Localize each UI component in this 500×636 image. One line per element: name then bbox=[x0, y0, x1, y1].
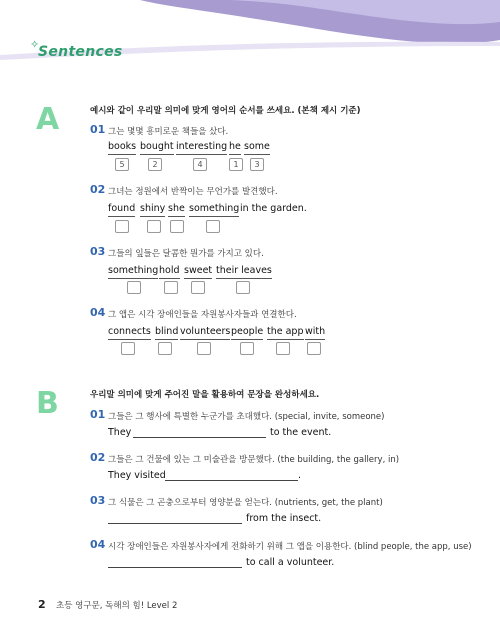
order-answer-box[interactable]: 1 bbox=[229, 158, 243, 171]
word-token: shiny bbox=[140, 203, 165, 217]
order-answer-box[interactable] bbox=[170, 220, 184, 233]
sentence-start: They bbox=[108, 427, 132, 438]
question-number: 04 bbox=[90, 538, 106, 551]
sentence-end: from the insect. bbox=[246, 513, 322, 524]
order-answer-box[interactable]: 2 bbox=[148, 158, 162, 171]
word-token: their leaves bbox=[216, 265, 272, 279]
word-token: connects bbox=[108, 326, 151, 340]
question-number: 01 bbox=[90, 123, 106, 136]
sentence-end: to call a volunteer. bbox=[246, 557, 335, 568]
word-token: sweet bbox=[184, 265, 212, 279]
order-answer-box[interactable] bbox=[158, 342, 172, 355]
section-a-letter: A bbox=[36, 102, 60, 137]
word-token: interesting bbox=[176, 141, 227, 155]
order-answer-box[interactable] bbox=[121, 342, 135, 355]
question-korean: 그 앱은 시각 장애인들을 자원봉사자들과 연결한다. bbox=[108, 310, 297, 320]
question-number: 03 bbox=[90, 245, 106, 258]
word-token: something bbox=[189, 203, 239, 217]
word-token: people bbox=[231, 326, 263, 340]
answer-blank[interactable] bbox=[165, 480, 298, 481]
sentence-start: They visited bbox=[108, 470, 166, 481]
word-token: volunteers bbox=[180, 326, 230, 340]
order-answer-box[interactable]: 3 bbox=[250, 158, 264, 171]
sparkle-icon: ✧ bbox=[30, 38, 40, 51]
order-answer-box[interactable] bbox=[164, 281, 178, 294]
order-answer-box[interactable] bbox=[197, 342, 211, 355]
order-answer-box[interactable]: 4 bbox=[193, 158, 207, 171]
word-token: books bbox=[108, 141, 136, 155]
word-token: with bbox=[305, 326, 325, 340]
question-number: 02 bbox=[90, 451, 106, 464]
word-token: bought bbox=[140, 141, 174, 155]
word-token: he bbox=[229, 141, 241, 155]
section-a-instruction: 예시와 같이 우리말 의미에 맞게 영어의 순서를 쓰세요. (본책 제시 기준) bbox=[90, 106, 361, 116]
answer-blank[interactable] bbox=[108, 523, 242, 524]
order-answer-box[interactable]: 5 bbox=[115, 158, 129, 171]
question-korean: 그녀는 정원에서 반짝이는 무언가를 발견했다. bbox=[108, 187, 278, 197]
answer-blank[interactable] bbox=[108, 567, 242, 568]
question-number: 04 bbox=[90, 306, 106, 319]
question-korean: 그 식물은 그 곤충으로부터 영양분을 얻는다. (nutrients, get, the plant) bbox=[108, 498, 383, 508]
order-answer-box[interactable] bbox=[307, 342, 321, 355]
order-answer-box[interactable] bbox=[191, 281, 205, 294]
question-number: 03 bbox=[90, 494, 106, 507]
word-token: found bbox=[108, 203, 135, 217]
question-number: 02 bbox=[90, 183, 106, 196]
word-token: hold bbox=[159, 265, 180, 279]
order-answer-box[interactable] bbox=[127, 281, 141, 294]
sentences-logo: Sentences bbox=[38, 44, 123, 60]
order-answer-box[interactable] bbox=[236, 281, 250, 294]
question-korean: 그들은 그 행사에 특별한 누군가를 초대했다. (special, invite, someone) bbox=[108, 412, 385, 422]
sentence-end: to the event. bbox=[270, 427, 332, 438]
answer-blank[interactable] bbox=[133, 437, 266, 438]
word-token: she bbox=[168, 203, 185, 217]
word-token: something bbox=[108, 265, 158, 279]
question-korean: 시각 장애인들은 자원봉사자에게 전화하기 위해 그 앱을 이용한다. (blind people, the app, use) bbox=[108, 542, 472, 552]
question-number: 01 bbox=[90, 408, 106, 421]
question-korean: 그들의 잎들은 달콤한 뭔가를 가지고 있다. bbox=[108, 249, 264, 259]
word-token: blind bbox=[155, 326, 178, 340]
sentence-end: . bbox=[298, 470, 302, 481]
order-answer-box[interactable] bbox=[206, 220, 220, 233]
order-answer-box[interactable] bbox=[240, 342, 254, 355]
section-b-instruction: 우리말 의미에 맞게 주어진 말을 활용하여 문장을 완성하세요. bbox=[90, 390, 320, 400]
word-token: the app bbox=[267, 326, 304, 340]
footer-title: 초등 영구문, 독해의 힘! Level 2 bbox=[56, 601, 178, 611]
order-answer-box[interactable] bbox=[147, 220, 161, 233]
order-answer-box[interactable] bbox=[115, 220, 129, 233]
section-b-letter: B bbox=[36, 386, 59, 421]
word-token: some bbox=[244, 141, 270, 155]
header-wave-banner bbox=[0, 0, 500, 80]
page-number: 2 bbox=[38, 598, 46, 611]
order-answer-box[interactable] bbox=[276, 342, 290, 355]
question-korean: 그들은 그 건물에 있는 그 미술관을 방문했다. (the building, the gallery, in) bbox=[108, 455, 400, 465]
question-korean: 그는 몇몇 흥미로운 책들을 샀다. bbox=[108, 127, 229, 137]
sentence-tail: in the garden. bbox=[240, 203, 307, 214]
